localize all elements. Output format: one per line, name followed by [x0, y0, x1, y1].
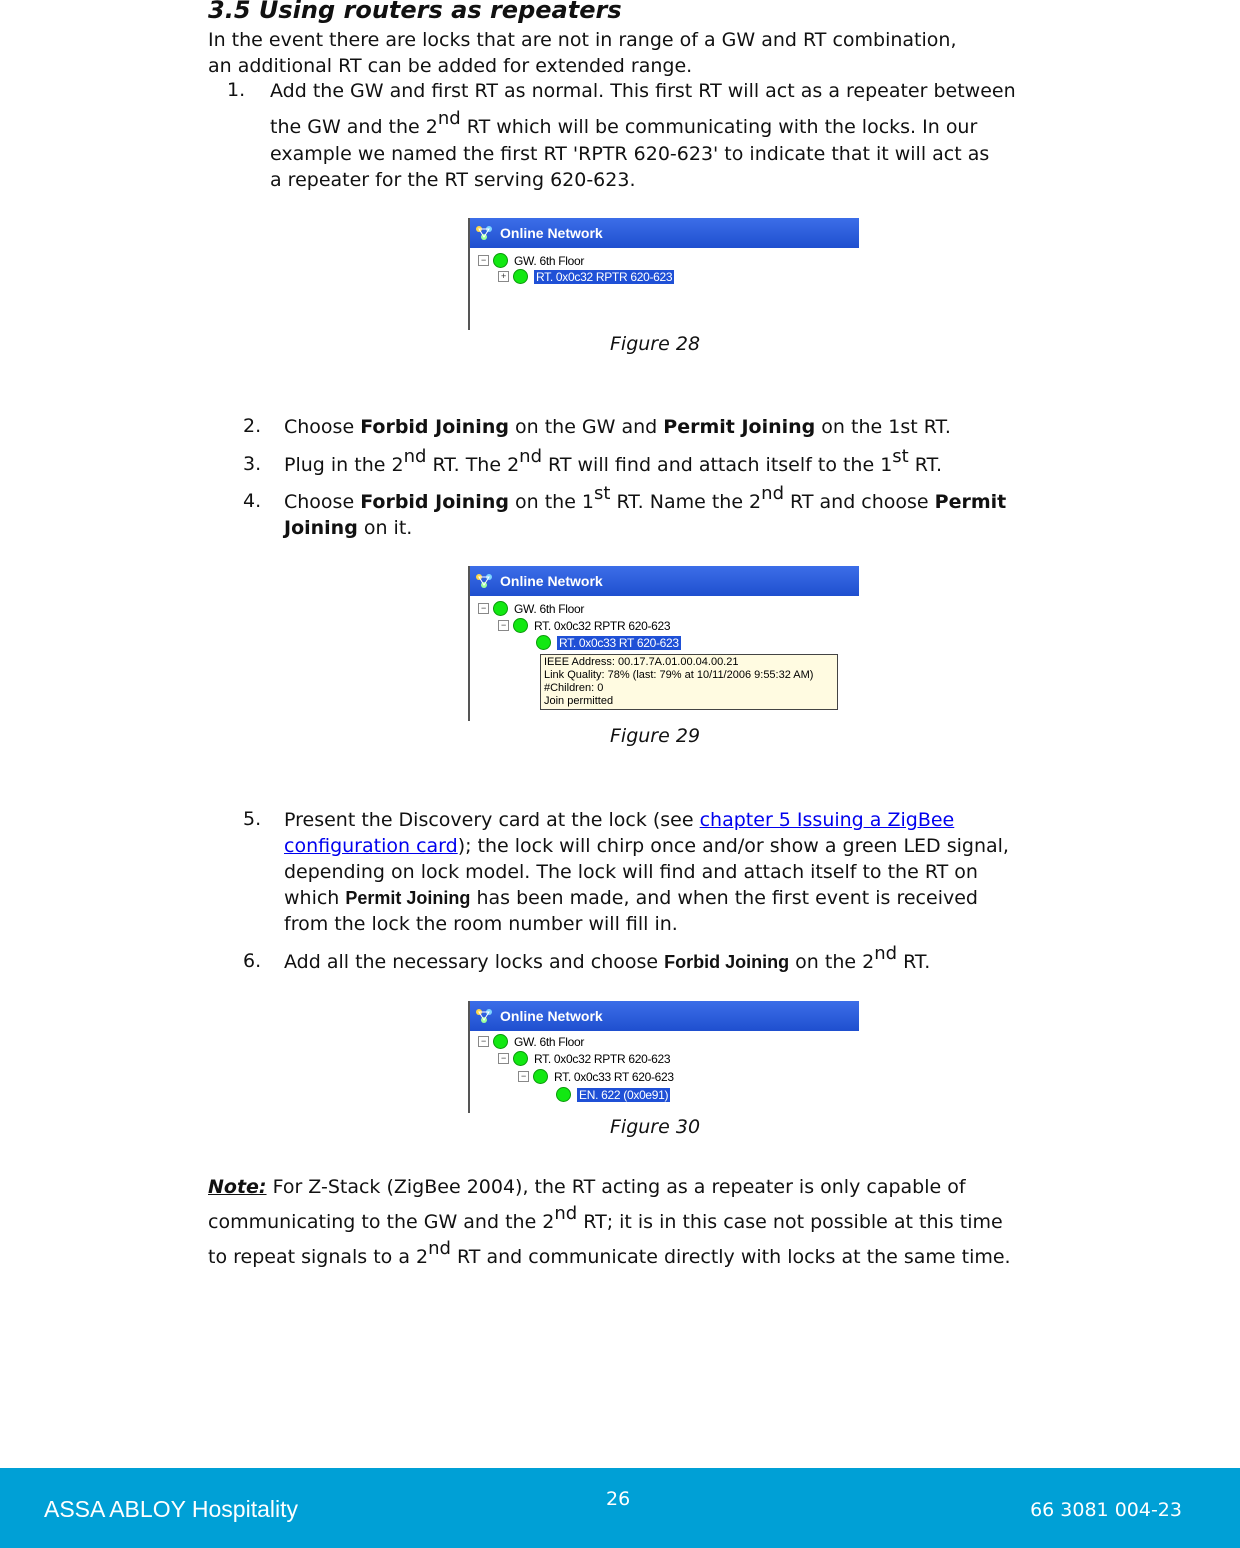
tree-node-rt1[interactable]: − RT. 0x0c32 RPTR 620-623 — [498, 617, 670, 634]
tree-node-rt2[interactable]: − RT. 0x0c33 RT 620-623 — [518, 1068, 674, 1085]
step-2-number: 2. — [243, 415, 262, 437]
note-label: Note: — [208, 1176, 267, 1198]
figure-29-caption: Figure 29 — [610, 725, 701, 747]
step-1-line-4: a repeater for the RT serving 620-623. — [270, 169, 636, 191]
online-status-icon — [536, 635, 551, 650]
tree-node-gw[interactable]: − GW. 6th Floor — [478, 252, 584, 269]
collapse-icon[interactable]: − — [498, 1053, 509, 1064]
figure-30-caption: Figure 30 — [610, 1116, 701, 1138]
tree-node-lock[interactable]: EN. 622 (0x0e91) — [556, 1086, 670, 1103]
note-line-2: communicating to the GW and the 2nd RT; it is in this case not possible at this time — [208, 1203, 1003, 1233]
brand-name: ASSA ABLOY Hospitality — [44, 1496, 298, 1522]
step-4-number: 4. — [243, 490, 262, 512]
window-titlebar — [470, 566, 859, 596]
intro-line-2: an additional RT can be added for extended range. — [208, 55, 693, 77]
step-3-text: Plug in the 2nd RT. The 2nd RT will find and attach itself to the 1st RT. — [284, 446, 942, 476]
network-icon — [474, 224, 494, 242]
online-status-icon — [513, 1051, 528, 1066]
collapse-icon[interactable]: − — [478, 255, 489, 266]
step-5-line-5: from the lock the room number will fill in. — [284, 913, 678, 935]
configuration-card-link[interactable]: configuration card — [284, 835, 458, 857]
step-5-line-1: Present the Discovery card at the lock (see chapter 5 Issuing a ZigBee — [284, 809, 955, 831]
collapse-icon[interactable]: − — [498, 620, 509, 631]
step-4-line-1: Choose Forbid Joining on the 1st RT. Name the 2nd RT and choose Permit — [284, 483, 1007, 513]
figure-29-window — [468, 566, 859, 721]
step-5-line-4: which Permit Joining has been made, and when the first event is received — [284, 887, 978, 909]
note-line-3: to repeat signals to a 2nd RT and communicate directly with locks at the same time. — [208, 1238, 1011, 1268]
tree-node-rt1[interactable]: + RT. 0x0c32 RPTR 620-623 — [498, 268, 674, 285]
figure-28-window — [468, 218, 859, 330]
step-1-line-3: example we named the first RT 'RPTR 620-623' to indicate that it will act as — [270, 143, 990, 165]
step-2-text: Choose Forbid Joining on the GW and Permit Joining on the 1st RT. — [284, 416, 951, 438]
step-3-number: 3. — [243, 453, 262, 475]
network-icon — [474, 1007, 494, 1025]
window-titlebar — [470, 218, 859, 248]
step-1-number: 1. — [227, 79, 246, 101]
online-status-icon — [513, 618, 528, 633]
step-5-line-2: configuration card); the lock will chirp once and/or show a green LED signal, — [284, 835, 1009, 857]
window-title: Online Network — [500, 1008, 603, 1024]
online-status-icon — [493, 1034, 508, 1049]
online-status-icon — [513, 269, 528, 284]
tree-node-gw[interactable]: − GW. 6th Floor — [478, 600, 584, 617]
step-5-line-3: depending on lock model. The lock will find and attach itself to the RT on — [284, 861, 978, 883]
network-icon — [474, 572, 494, 590]
online-status-icon — [493, 601, 508, 616]
collapse-icon[interactable]: − — [478, 603, 489, 614]
page-number: 26 — [606, 1488, 631, 1510]
step-1-line-2: the GW and the 2nd RT which will be communicating with the locks. In our — [270, 108, 978, 138]
note-line-1: Note: For Z-Stack (ZigBee 2004), the RT acting as a repeater is only capable of — [208, 1176, 966, 1198]
expand-icon[interactable]: + — [498, 271, 509, 282]
document-number: 66 3081 004-23 — [1030, 1499, 1182, 1521]
online-status-icon — [556, 1087, 571, 1102]
intro-line-1: In the event there are locks that are not in range of a GW and RT combination, — [208, 29, 957, 51]
page-footer — [0, 1468, 1240, 1548]
node-tooltip: IEEE Address: 00.17.7A.01.00.04.00.21 Link Quality: 78% (last: 79% at 10/11/2006 9:55:32 AM) #Children: 0 Join permitted — [540, 654, 838, 710]
tree-node-rt1[interactable]: − RT. 0x0c32 RPTR 620-623 — [498, 1050, 670, 1067]
collapse-icon[interactable]: − — [518, 1071, 529, 1082]
tree-node-gw[interactable]: − GW. 6th Floor — [478, 1033, 584, 1050]
step-1-line-1: Add the GW and first RT as normal. This first RT will act as a repeater between — [270, 80, 1016, 102]
figure-30-window — [468, 1001, 859, 1113]
section-heading: 3.5 Using routers as repeaters — [208, 0, 622, 24]
step-5-number: 5. — [243, 808, 262, 830]
window-title: Online Network — [500, 573, 603, 589]
chapter-5-link[interactable]: chapter 5 Issuing a ZigBee — [699, 809, 955, 831]
tree-node-rt2[interactable]: RT. 0x0c33 RT 620-623 — [536, 634, 681, 651]
online-status-icon — [493, 253, 508, 268]
step-6-text: Add all the necessary locks and choose Forbid Joining on the 2nd RT. — [284, 943, 931, 973]
window-title: Online Network — [500, 225, 603, 241]
step-6-number: 6. — [243, 950, 262, 972]
collapse-icon[interactable]: − — [478, 1036, 489, 1047]
step-4-line-2: Joining on it. — [284, 517, 413, 539]
figure-28-caption: Figure 28 — [610, 333, 701, 355]
window-titlebar — [470, 1001, 859, 1031]
online-status-icon — [533, 1069, 548, 1084]
